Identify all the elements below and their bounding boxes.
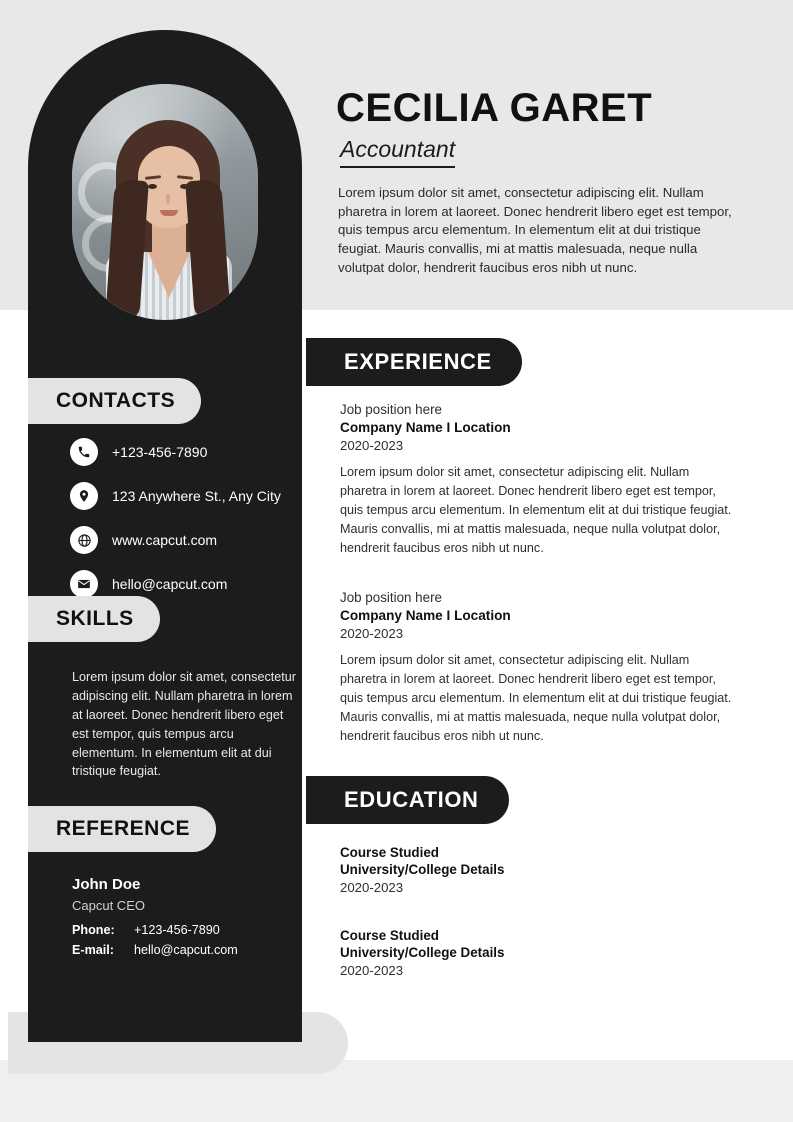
reference-role: Capcut CEO	[72, 898, 145, 913]
education-dates: 2020-2023	[340, 880, 404, 895]
experience-position: Job position here	[340, 590, 442, 605]
education-heading	[306, 776, 509, 824]
contact-item-email[interactable]	[70, 570, 302, 598]
portrait-eye-left	[148, 184, 157, 189]
job-role: Accountant	[340, 136, 455, 168]
location-pin-icon	[70, 482, 98, 510]
education-item-2	[340, 928, 732, 978]
reference-email-label: E-mail:	[72, 943, 114, 957]
globe-icon	[70, 526, 98, 554]
education-course: Course Studied	[340, 845, 439, 860]
page-title: CECILIA GARET	[336, 86, 653, 130]
experience-position: Job position here	[340, 402, 442, 417]
reference-phone-row	[72, 923, 302, 937]
skills-heading	[28, 596, 160, 642]
education-school: University/College Details	[340, 945, 505, 960]
reference-email-row	[72, 943, 302, 957]
experience-item-1	[340, 402, 732, 557]
contact-item-phone[interactable]	[70, 438, 302, 466]
experience-dates: 2020-2023	[340, 626, 404, 641]
reference-phone-label: Phone:	[72, 923, 115, 937]
reference-contact-rows	[72, 923, 302, 963]
profile-summary: Lorem ipsum dolor sit amet, consectetur adipiscing elit. Nullam pharetra in lorem at laoreet. Donec hendrerit libero eget est tempor, quis tempus arcu elementum. In elementum elit at dui tristique feugiat. Mauris convallis, mi at mattis malesuada, neque nulla volutpat dolor, hendrerit faucibus eros nibh ut nunc.	[338, 185, 732, 275]
sidebar	[28, 30, 302, 1042]
skills-body: Lorem ipsum dolor sit amet, consectetur adipiscing elit. Nullam pharetra in lorem at laoreet. Donec hendrerit libero eget est tempor, quis tempus arcu elementum. In elementum elit at dui tristique feugiat.	[72, 670, 296, 779]
contact-website-value: www.capcut.com	[112, 532, 218, 548]
reference-phone-value: +123-456-7890	[134, 923, 220, 937]
contacts-heading	[28, 378, 201, 424]
experience-dates: 2020-2023	[340, 438, 404, 453]
education-course: Course Studied	[340, 928, 439, 943]
contact-item-website[interactable]	[70, 526, 302, 554]
education-school: University/College Details	[340, 862, 505, 877]
experience-heading-label: EXPERIENCE	[344, 349, 492, 374]
contact-item-address[interactable]	[70, 482, 302, 510]
profile-photo	[72, 84, 258, 320]
education-heading-label: EDUCATION	[344, 787, 479, 812]
reference-heading	[28, 806, 216, 852]
experience-description: Lorem ipsum dolor sit amet, consectetur adipiscing elit. Nullam pharetra in lorem at laoreet. Donec hendrerit libero eget est tempor, quis tempus arcu elementum. In elementum elit at dui tristique feugiat. Mauris convallis, mi at mattis malesuada, neque nulla volutpat dolor, hendrerit faucibus eros nibh ut nunc.	[340, 653, 732, 743]
contact-address-value: 123 Anywhere St., Any City	[112, 488, 281, 504]
experience-description: Lorem ipsum dolor sit amet, consectetur adipiscing elit. Nullam pharetra in lorem at laoreet. Donec hendrerit libero eget est tempor, quis tempus arcu elementum. In elementum elit at dui tristique feugiat. Mauris convallis, mi at mattis malesuada, neque nulla volutpat dolor, hendrerit faucibus eros nibh ut nunc.	[340, 465, 732, 555]
reference-name: John Doe	[72, 876, 141, 893]
envelope-icon	[70, 570, 98, 598]
education-dates: 2020-2023	[340, 963, 404, 978]
education-item-1	[340, 845, 732, 895]
skills-heading-label: SKILLS	[56, 607, 134, 630]
contacts-list	[70, 438, 302, 614]
reference-heading-label: REFERENCE	[56, 817, 191, 840]
portrait-nose	[166, 194, 170, 204]
contact-phone-value: +123-456-7890	[112, 444, 208, 460]
experience-company: Company Name I Location	[340, 420, 511, 435]
contacts-heading-label: CONTACTS	[56, 389, 176, 412]
experience-company: Company Name I Location	[340, 608, 511, 623]
experience-heading	[306, 338, 522, 386]
reference-email-value: hello@capcut.com	[134, 943, 238, 957]
contact-email-value: hello@capcut.com	[112, 576, 228, 592]
phone-icon	[70, 438, 98, 466]
experience-item-2	[340, 590, 732, 745]
